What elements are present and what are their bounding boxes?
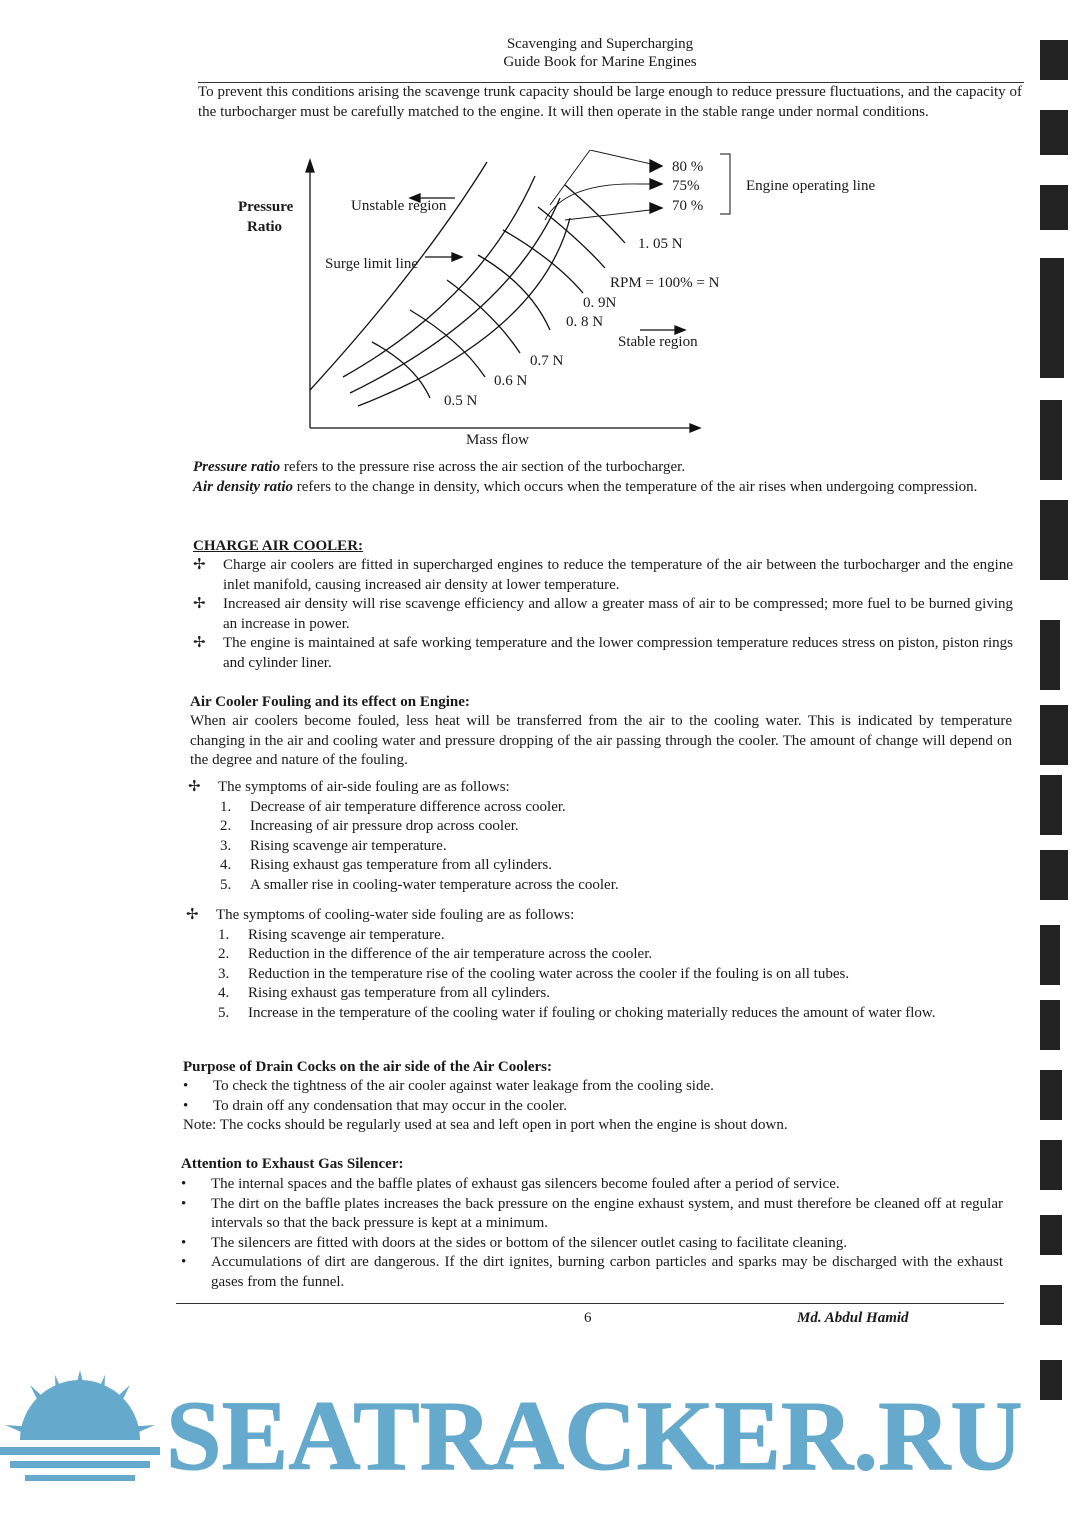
surge-limit-line [310,162,487,390]
water-side-intro: ✢ The symptoms of cooling-water side fouling are as follows: [186,906,1006,926]
list-item: • Accumulations of dirt are dangerous. If the dirt ignites, burning carbon particles and sparks may be discharged with the exhaust gases from the funnel. [181,1254,1003,1290]
air-side-symptoms [188,778,988,896]
bullet-icon: • [181,1254,187,1271]
list-item: 3. Rising scavenge air temperature. [220,837,447,854]
list-item: 1. Decrease of air temperature difference across cooler. [220,798,566,815]
x-axis-arrow [690,424,700,432]
list-item: 2. Increasing of air pressure drop across cooler. [220,818,519,835]
speed-line-0.6 [410,310,485,377]
scan-edge-mark [1040,400,1062,480]
charge-air-cooler-heading: CHARGE AIR COOLER: [193,538,364,554]
list-item: 4. Rising exhaust gas temperature from all cylinders. [220,857,552,874]
list-item: ✢ The engine is maintained at safe working temperature and the lower compression temperature reduces stress on piston, piston rings and cylinder liner. [193,635,1013,671]
scan-edge-mark [1040,620,1060,690]
operating-line-80-label: 80 % [672,159,704,175]
running-header-title: Scavenging and Supercharging [506,36,694,52]
list-item: ✢ Charge air coolers are fitted in supercharged engines to reduce the temperature of the air between the turbocharger and the engine inlet manifold, causing increased air density at lower temperature. [193,557,1013,593]
operating-line-bracket [720,154,730,214]
silencer-heading: Attention to Exhaust Gas Silencer: [181,1156,404,1172]
list-item: 5. Increase in the temperature of the cooling water if fouling or choking materially reduces the amount of water flow. [218,1004,936,1021]
running-header-subtitle: Guide Book for Marine Engines [503,54,697,70]
bullet-icon: • [181,1176,187,1192]
footer-rule [176,1303,1004,1304]
cross-bullet-icon: ✢ [193,635,206,652]
drain-cocks-heading: Purpose of Drain Cocks on the air side of the Air Coolers: [183,1059,553,1075]
speed-label-0.9: 0. 9N [583,295,617,311]
scan-edge-mark [1040,1000,1060,1050]
speed-line-0.8 [478,255,550,330]
definitions [193,458,1013,497]
list-item: • The internal spaces and the baffle plates of exhaust gas silencers become fouled after a period of service. [181,1175,1003,1195]
x-axis-label: Mass flow [466,432,529,448]
speed-label-0.5: 0.5 N [444,393,478,409]
drain-note: Note: The cocks should be regularly used at sea and left open in port when the engine is shout down. [183,1117,788,1134]
list-item: 2. Reduction in the difference of the air temperature across the cooler. [218,946,653,963]
scan-edge-mark [1040,258,1064,378]
stable-region-label: Stable region [618,334,698,350]
engine-operating-line-label: Engine operating line [746,178,876,194]
scan-edge-mark [1040,850,1068,900]
list-item: ✢ Increased air density will rise scavenge efficiency and allow a greater mass of air to be compressed; more fuel to be burned giving an increase in power. [193,596,1013,632]
cross-bullet-icon: ✢ [186,907,199,923]
list-item: 4. Rising exhaust gas temperature from all cylinders. [218,985,550,1002]
sun-logo-icon [0,1365,165,1505]
page-number: 6 [584,1310,592,1326]
scan-edge-mark [1040,925,1060,985]
air-side-intro: ✢ The symptoms of air-side fouling are as follows: [188,778,988,798]
scan-edge-mark [1040,110,1068,155]
operating-line-70 [358,218,570,406]
scan-edge-mark [1040,705,1068,765]
surge-limit-label: Surge limit line [325,256,419,272]
author-name: Md. Abdul Hamid [797,1310,909,1326]
list-item: • To check the tightness of the air cooler against water leakage from the cooling side. [183,1077,1003,1097]
list-item: 1. Rising scavenge air temperature. [218,926,445,943]
fouling-paragraph: When air coolers become fouled, less heat will be transferred from the air to the cooling water. This is indicated by temperature changing in the air and cooling water and pressure dropping of the air passing through the cooler. The amount of change will depend on the degree and nature of the fouling. [190,713,1012,769]
scan-edge-mark [1040,1070,1062,1120]
intro-paragraph: To prevent this conditions arising the scavenge trunk capacity should be large enough to reduce pressure fluctuations, and the capacity of the turbocharger must be carefully matched to the engine. It will then operate in the stable range under normal conditions. [198,84,1022,120]
watermark-text: SEATRACKER.RU [166,1380,1023,1491]
cross-bullet-icon: ✢ [193,596,206,613]
scan-edge-mark [1040,1360,1062,1400]
scan-edge-mark [1040,40,1068,80]
operating-line-75-label: 75% [672,178,700,194]
y-axis-label-2: Ratio [247,219,282,235]
speed-line-0.5 [372,342,430,398]
definition-pressure-ratio: Pressure ratio refers to the pressure rise across the air section of the turbocharger. [193,459,686,475]
cross-bullet-icon: ✢ [193,557,206,573]
water-side-list [186,926,1006,1024]
water-side-symptoms [186,906,1006,1024]
speed-label-1.05: 1. 05 N [638,236,683,252]
scan-edge-mark [1040,1140,1062,1190]
unstable-region-label: Unstable region [351,198,447,214]
list-item: 5. A smaller rise in cooling-water temperature across the cooler. [220,876,619,893]
list-item: • The silencers are fitted with doors at the sides or bottom of the silencer outlet casing to facilitate cleaning. [181,1234,1003,1254]
y-axis-arrow [306,160,314,172]
compressor-map-diagram [220,150,920,460]
scan-edge-mark [1040,775,1062,835]
bullet-icon: • [181,1195,187,1212]
speed-label-0.7: 0.7 N [530,353,564,369]
scan-edge-mark [1040,185,1068,230]
silencer-list [181,1175,1003,1293]
list-item: • To drain off any condensation that may occur in the cooler. [183,1097,1003,1117]
y-axis-label-1: Pressure [238,199,294,215]
operating-line-leaders [545,150,660,220]
definition-air-density-ratio: Air density ratio refers to the change in density, which occurs when the temperature of the air rises when undergoing compression. [193,478,978,495]
scan-edge-mark [1040,500,1068,580]
rpm-label: RPM = 100% = N [610,275,720,291]
operating-line-70-label: 70 % [672,198,704,214]
air-side-list [188,798,988,896]
charge-air-cooler-list [193,556,1013,674]
speed-label-0.6: 0.6 N [494,373,528,389]
list-item: • The dirt on the baffle plates increases the back pressure on the engine exhaust system, and must therefore be cleaned off at regular intervals so that the back pressure is kept at a minimum. [181,1195,1003,1232]
cross-bullet-icon: ✢ [188,779,201,795]
list-item: 3. Reduction in the temperature rise of the cooling water across the cooler if the fouling is on all tubes. [218,965,850,982]
scan-edge-mark [1040,1285,1062,1325]
bullet-icon: • [181,1234,187,1251]
bullet-icon: • [183,1078,189,1094]
speed-label-0.8: 0. 8 N [566,314,604,330]
scan-edge-mark [1040,1215,1062,1255]
drain-cocks-list [183,1077,1003,1136]
bullet-icon: • [183,1097,189,1114]
fouling-heading: Air Cooler Fouling and its effect on Engine: [190,694,470,710]
speed-line-0.9 [503,230,583,293]
